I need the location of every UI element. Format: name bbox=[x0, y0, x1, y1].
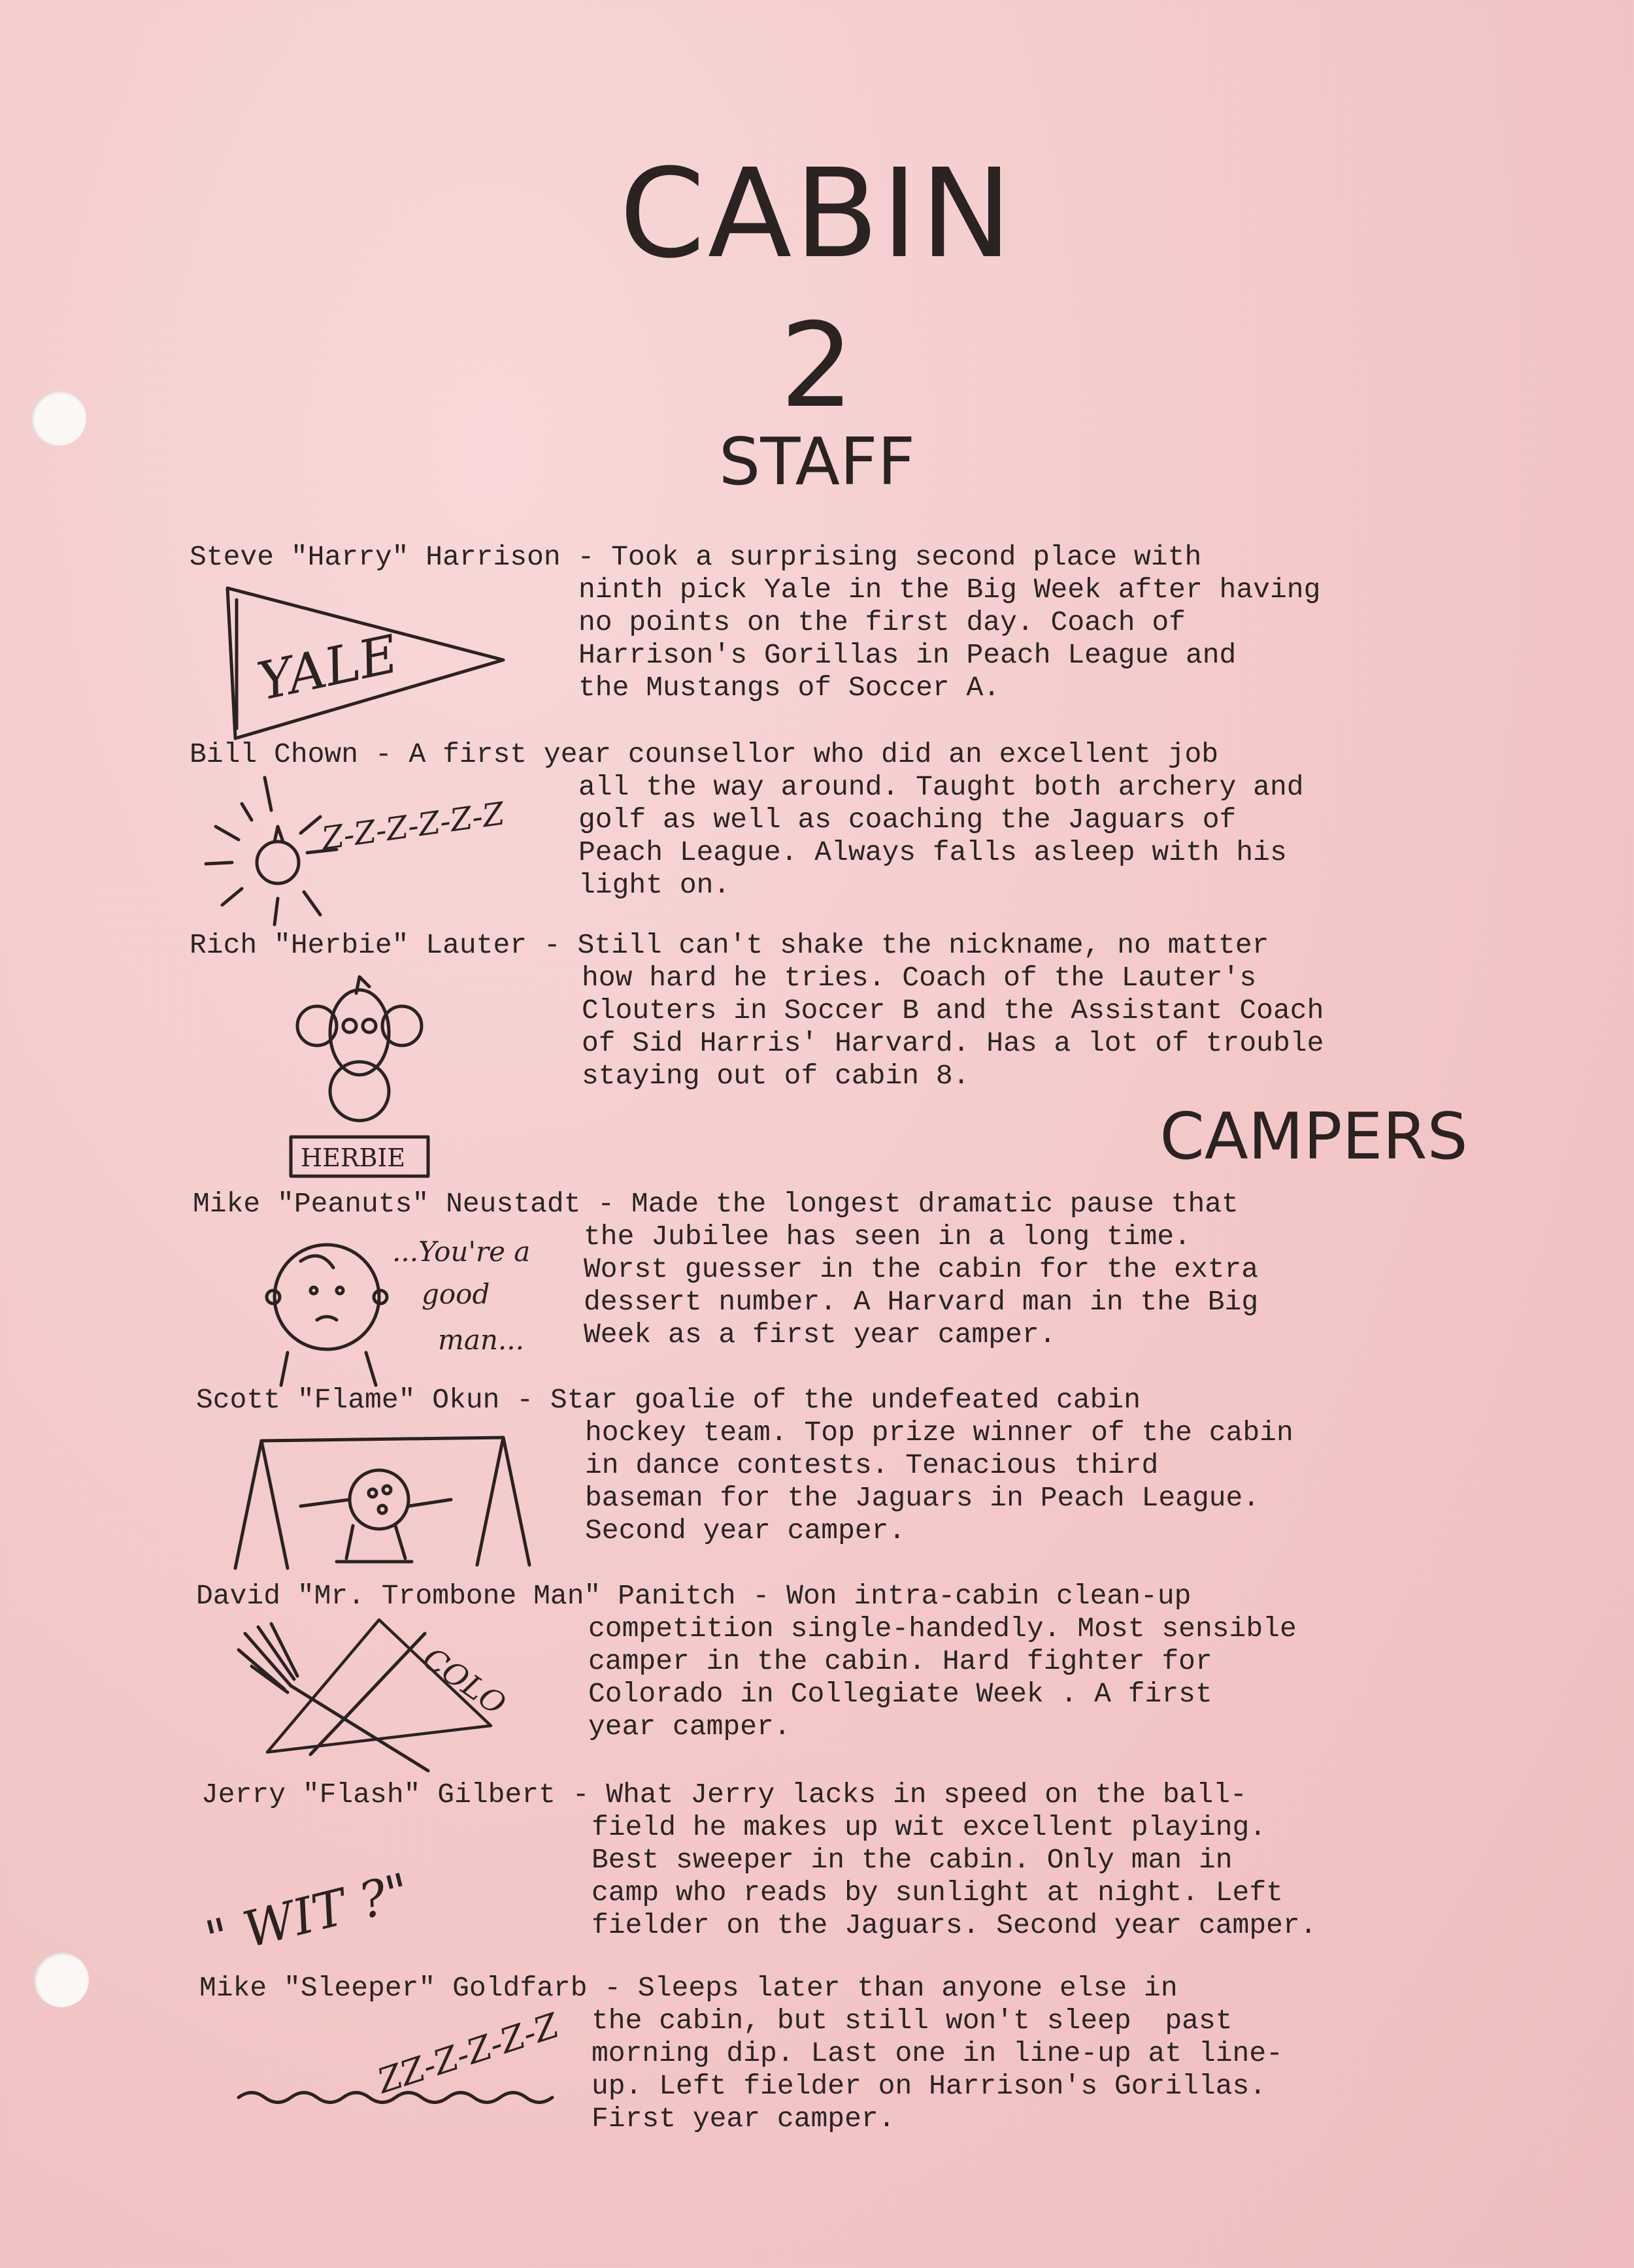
page-title-number: 2 bbox=[780, 298, 854, 433]
entry-line: dessert number. A Harvard man in the Big bbox=[584, 1286, 1259, 1318]
sleeper-snore-drawing bbox=[232, 2006, 598, 2104]
entry-line: year camper. bbox=[588, 1711, 791, 1743]
entry-line: no points on the first day. Coach of bbox=[578, 606, 1186, 638]
peanuts-charlie-brown-drawing bbox=[261, 1222, 575, 1392]
entry-name-line: Bill Chown - A first year counsellor who did an excellent job bbox=[190, 738, 1219, 770]
entry-name-line: David "Mr. Trombone Man" Panitch - Won intra-cabin clean-up bbox=[196, 1580, 1192, 1612]
entry-line: Best sweeper in the cabin. Only man in bbox=[592, 1844, 1233, 1876]
entry-line: the cabin, but still won't sleep past bbox=[592, 2005, 1233, 2037]
hockey-goalie-drawing bbox=[216, 1428, 556, 1578]
entry-line: Peach League. Always falls asleep with his bbox=[578, 836, 1287, 868]
entry-line: ninth pick Yale in the Big Week after having bbox=[578, 574, 1321, 606]
entry-line: Week as a first year camper. bbox=[584, 1319, 1056, 1351]
yale-pennant-drawing bbox=[222, 582, 510, 745]
entry-line: staying out of cabin 8. bbox=[582, 1060, 970, 1092]
bulb-snore-text: Z-Z-Z-Z-Z-Z bbox=[319, 795, 507, 857]
entry-line: golf as well as coaching the Jaguars of bbox=[578, 804, 1237, 836]
entry-line: how hard he tries. Coach of the Lauter's bbox=[582, 962, 1257, 994]
entry-line: fielder on the Jaguars. Second year camper. bbox=[592, 1909, 1317, 1941]
peanuts-caption-line: good bbox=[422, 1278, 490, 1310]
peanuts-caption-line: man... bbox=[438, 1324, 524, 1356]
entry-line: Colorado in Collegiate Week . A first bbox=[588, 1678, 1212, 1710]
entry-line: Worst guesser in the cabin for the extra bbox=[584, 1253, 1259, 1285]
entry-line: field he makes up wit excellent playing. bbox=[592, 1811, 1267, 1843]
entry-name-line: Scott "Flame" Okun - Star goalie of the undefeated cabin bbox=[196, 1384, 1141, 1416]
colo-pennant-label: COLO bbox=[416, 1640, 512, 1722]
entry-name-line: Rich "Herbie" Lauter - Still can't shake the nickname, no matter bbox=[190, 929, 1269, 961]
herbie-face-drawing bbox=[261, 967, 484, 1183]
light-bulb-snore-drawing bbox=[167, 764, 559, 934]
entry-line: the Mustangs of Soccer A. bbox=[578, 672, 1001, 704]
entry-line: Harrison's Gorillas in Peach League and bbox=[578, 639, 1237, 671]
entry-line: up. Left fielder on Harrison's Gorillas. bbox=[592, 2070, 1267, 2102]
entry-name-line: Mike "Sleeper" Goldfarb - Sleeps later than anyone else in bbox=[199, 1972, 1178, 2004]
entry-line: light on. bbox=[578, 869, 731, 901]
broom-and-colo-pennant-drawing bbox=[232, 1614, 520, 1777]
entry-line: baseman for the Jaguars in Peach League. bbox=[585, 1482, 1260, 1514]
entry-line: of Sid Harris' Harvard. Has a lot of trouble bbox=[582, 1027, 1324, 1059]
entry-line: First year camper. bbox=[592, 2103, 895, 2135]
punch-hole-bottom bbox=[34, 1952, 89, 2007]
entry-line: in dance contests. Tenacious third bbox=[585, 1449, 1159, 1481]
entry-name-line: Jerry "Flash" Gilbert - What Jerry lacks in speed on the ball- bbox=[201, 1779, 1247, 1811]
peanuts-caption-line: ...You're a bbox=[392, 1236, 531, 1268]
entry-line: camper in the cabin. Hard fighter for bbox=[588, 1645, 1212, 1677]
wit-quote-text: " WIT ?" bbox=[199, 1862, 416, 1969]
entry-name-line: Mike "Peanuts" Neustadt - Made the longest dramatic pause that bbox=[193, 1188, 1239, 1220]
section-heading-campers: CAMPERS bbox=[1159, 1100, 1468, 1174]
entry-line: all the way around. Taught both archery and bbox=[578, 771, 1304, 803]
page-title-cabin: CABIN bbox=[619, 142, 1015, 286]
entry-name-line: Steve "Harry" Harrison - Took a surprising second place with bbox=[190, 541, 1202, 573]
yale-pennant-label: YALE bbox=[252, 623, 403, 712]
wit-quote-drawing bbox=[196, 1856, 471, 1969]
entry-line: the Jubilee has seen in a long time. bbox=[584, 1221, 1191, 1253]
herbie-sign-label: HERBIE bbox=[301, 1143, 406, 1172]
entry-line: hockey team. Top prize winner of the cabin bbox=[585, 1417, 1293, 1449]
sleeper-snore-text: ZZ-Z-Z-Z-Z bbox=[373, 2006, 564, 2102]
entry-line: competition single-handedly. Most sensible bbox=[588, 1613, 1297, 1645]
entry-line: Clouters in Soccer B and the Assistant Coach bbox=[582, 994, 1324, 1027]
entry-line: Second year camper. bbox=[585, 1515, 906, 1547]
section-heading-staff: STAFF bbox=[718, 423, 916, 500]
entry-line: morning dip. Last one in line-up at line- bbox=[592, 2037, 1283, 2069]
entry-line: camp who reads by sunlight at night. Left bbox=[592, 1877, 1283, 1909]
